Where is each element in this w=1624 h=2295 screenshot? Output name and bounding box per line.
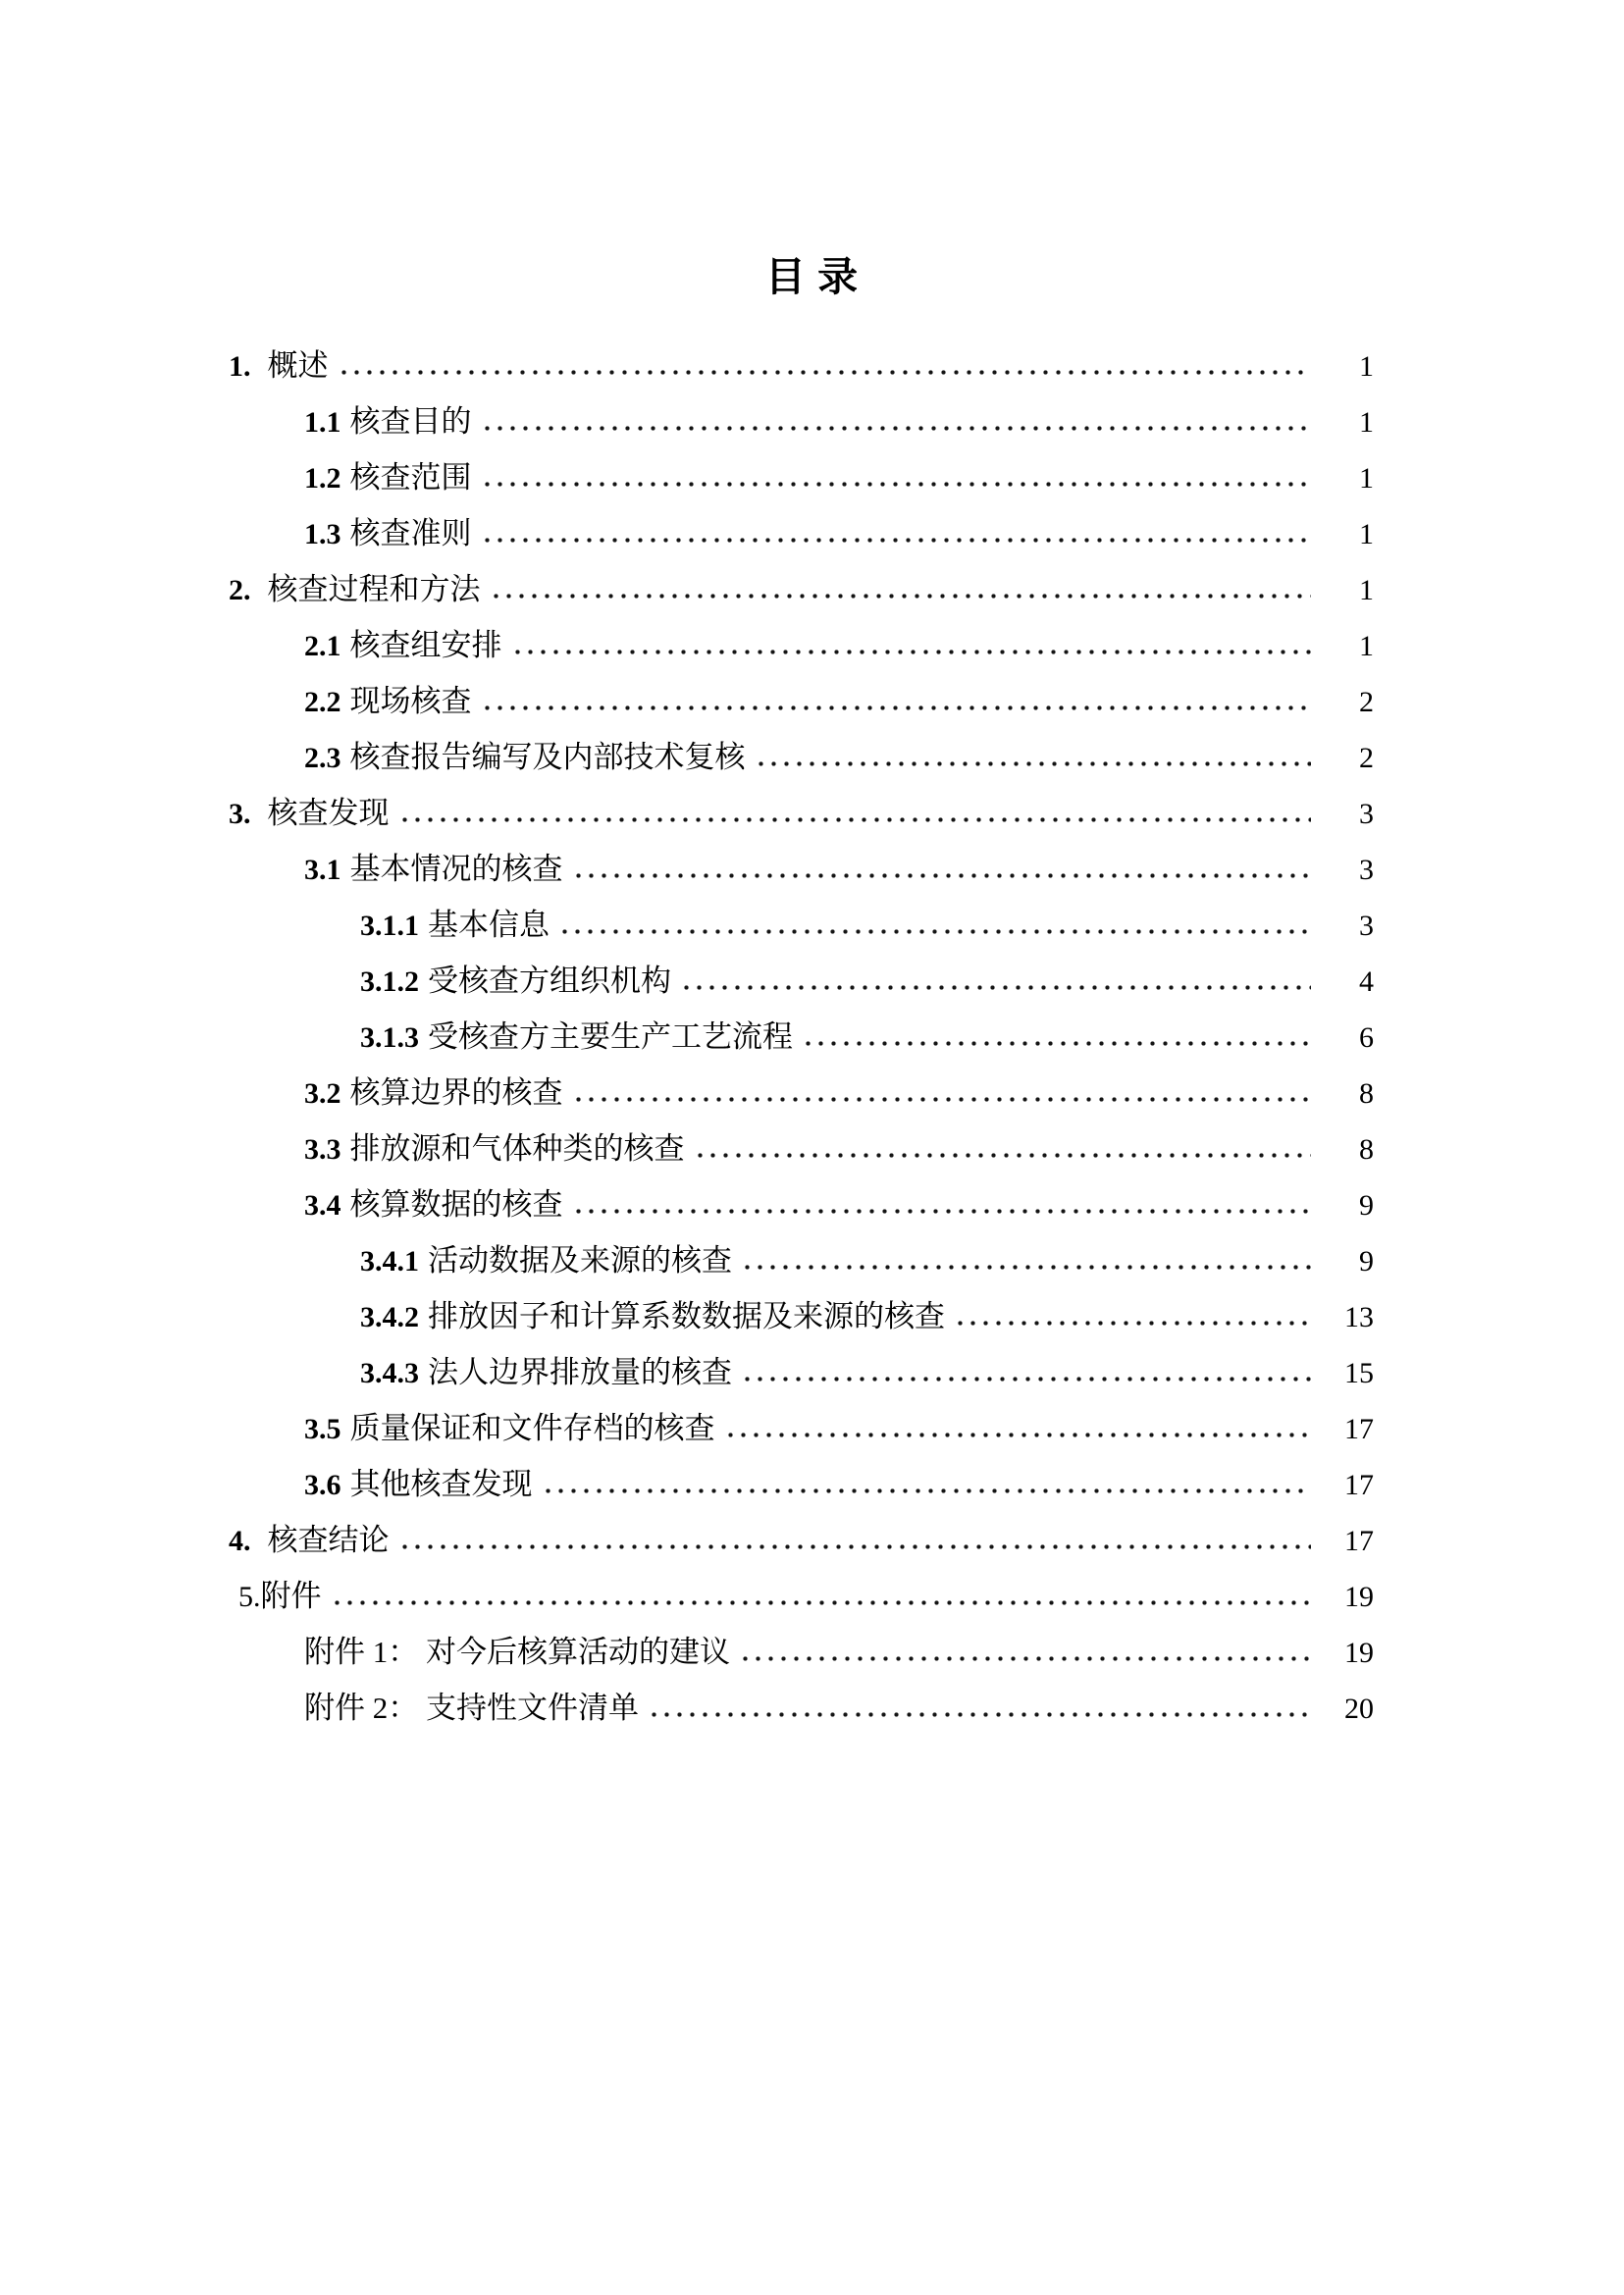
toc-entry-number: 5. [238,1581,261,1613]
dot-leader [490,593,1312,600]
toc-entry-number: 2.2 [304,686,341,718]
toc-entry[interactable] [360,1232,1374,1288]
toc-entry[interactable] [304,505,1374,561]
toc-entry-page: 9 [1359,1245,1374,1278]
toc-entry[interactable] [304,1680,1374,1736]
page-title: 目 录 [764,254,860,299]
toc-entry-page: 8 [1359,1077,1374,1110]
toc-entry-number: 1.2 [304,462,341,495]
toc-entry-page: 1 [1359,406,1374,439]
toc-entry[interactable] [304,1176,1374,1232]
dot-leader [954,1320,1311,1327]
toc-entry-title: 活动数据及来源的核查 [428,1243,732,1278]
dot-leader [755,760,1312,767]
toc-entry-title: 核查报告编写及内部技术复核 [349,740,746,774]
toc-entry[interactable] [304,1121,1374,1176]
dot-leader [724,1432,1312,1438]
toc-entry[interactable] [229,785,1374,841]
toc-entry-number: 3.6 [304,1469,341,1501]
toc-entry-title: 核查范围 [349,460,472,495]
toc-entry[interactable] [304,1624,1374,1680]
toc-entry-number: 3. [229,798,251,830]
dot-leader [331,1599,1312,1606]
toc-entry-title: 排放源和气体种类的核查 [349,1131,685,1166]
toc-entry-page: 2 [1359,686,1374,718]
toc-entry-page: 1 [1359,574,1374,606]
toc-entry-number: 4. [229,1525,251,1557]
dot-leader [481,704,1312,711]
toc-entry[interactable] [229,338,1374,393]
toc-entry-page: 17 [1344,1469,1374,1501]
toc-entry-number: 3.2 [304,1077,341,1110]
toc-entry-number: 3.1.3 [360,1021,419,1054]
toc-entry-title: 基本情况的核查 [349,852,563,886]
toc-entry[interactable] [304,673,1374,729]
toc-entry-page: 1 [1359,350,1374,383]
dot-leader [680,984,1311,991]
dot-leader [741,1376,1311,1382]
toc-entry[interactable] [229,561,1374,617]
toc-entry-number: 1. [229,350,251,383]
toc-entry[interactable] [360,953,1374,1009]
toc-entry-title: 核查结论 [267,1523,390,1557]
dot-leader [694,1152,1312,1159]
toc-entry-page: 17 [1344,1525,1374,1557]
toc-entry-number: 2.3 [304,742,341,774]
dot-leader [398,816,1312,823]
toc-entry-title: 基本信息 [428,908,550,942]
toc-entry-page: 8 [1359,1133,1374,1166]
toc-entry-title: 质量保证和文件存档的核查 [349,1411,715,1445]
toc-entry-page: 1 [1359,462,1374,495]
toc-entry-title: 附件 1： 对今后核算活动的建议 [304,1635,730,1669]
toc-entry-title: 核算边界的核查 [349,1075,563,1110]
toc-entry[interactable] [360,897,1374,953]
toc-entry-page: 19 [1344,1581,1374,1613]
toc-entry-number: 3.4.1 [360,1245,419,1278]
dot-leader [558,928,1311,935]
toc-entry-number: 3.4.3 [360,1357,419,1389]
toc-entry-title: 核查过程和方法 [267,572,481,606]
toc-entry-title: 核算数据的核查 [349,1187,563,1222]
toc-entry-number: 3.3 [304,1133,341,1166]
dot-leader [481,537,1312,544]
toc-entry-title: 受核查方组织机构 [428,964,671,998]
dot-leader [511,649,1312,655]
toc-entry-page: 19 [1344,1637,1374,1669]
toc-entry-title: 核查目的 [349,404,472,439]
toc-entry-page: 13 [1344,1301,1374,1333]
toc-entry-page: 15 [1344,1357,1374,1389]
toc-entry-page: 9 [1359,1189,1374,1222]
toc-entry-page: 3 [1359,854,1374,886]
toc-entry-title: 附件 [260,1579,322,1613]
toc-entry[interactable] [304,1065,1374,1121]
toc-entry-page: 3 [1359,798,1374,830]
toc-entry-title: 核查准则 [349,516,472,550]
table-of-contents [229,338,1374,1736]
dot-leader [802,1040,1311,1047]
toc-entry[interactable] [304,1400,1374,1456]
toc-entry-page: 20 [1344,1693,1374,1725]
toc-entry-title: 法人边界排放量的核查 [428,1355,732,1389]
dot-leader [542,1487,1312,1494]
toc-entry-number: 2.1 [304,630,341,662]
dot-leader [338,369,1312,376]
toc-entry-page: 3 [1359,910,1374,942]
toc-entry[interactable] [304,617,1374,673]
toc-entry-title: 受核查方主要生产工艺流程 [428,1019,793,1054]
dot-leader [572,1208,1312,1215]
toc-entry-number: 3.4 [304,1189,341,1222]
toc-entry-title: 附件 2： 支持性文件清单 [304,1691,639,1725]
toc-entry-number: 3.1.1 [360,910,419,942]
toc-entry-number: 1.3 [304,518,341,550]
toc-entry-page: 6 [1359,1021,1374,1054]
toc-entry-number: 1.1 [304,406,341,439]
dot-leader [481,481,1312,488]
toc-entry-page: 2 [1359,742,1374,774]
toc-entry[interactable] [304,393,1374,449]
toc-entry-title: 核查发现 [267,796,390,830]
toc-entry-page: 4 [1359,965,1374,998]
toc-entry-number: 3.1.2 [360,965,419,998]
toc-entry[interactable] [304,1456,1374,1512]
dot-leader [648,1711,1311,1718]
toc-entry-title: 现场核查 [349,684,472,718]
toc-entry-title: 核查组安排 [349,628,502,662]
toc-entry-page: 17 [1344,1413,1374,1445]
toc-entry-title: 排放因子和计算系数数据及来源的核查 [428,1299,945,1333]
dot-leader [481,425,1312,432]
toc-entry[interactable] [229,1512,1374,1568]
toc-entry[interactable] [360,1009,1374,1065]
toc-entry-number: 2. [229,574,251,606]
toc-entry[interactable] [304,729,1374,785]
toc-entry-title: 概述 [267,348,329,383]
toc-entry[interactable] [238,1568,1374,1624]
toc-entry-page: 1 [1359,518,1374,550]
toc-entry[interactable] [360,1288,1374,1344]
dot-leader [739,1655,1311,1662]
dot-leader [741,1264,1311,1271]
toc-entry-number: 3.1 [304,854,341,886]
toc-entry-title: 其他核查发现 [349,1467,533,1501]
toc-entry[interactable] [304,841,1374,897]
toc-entry-number: 3.5 [304,1413,341,1445]
toc-entry-number: 3.4.2 [360,1301,419,1333]
dot-leader [572,872,1312,879]
toc-entry[interactable] [360,1344,1374,1400]
dot-leader [572,1096,1312,1103]
toc-entry[interactable] [304,449,1374,505]
dot-leader [398,1543,1312,1550]
toc-entry-page: 1 [1359,630,1374,662]
